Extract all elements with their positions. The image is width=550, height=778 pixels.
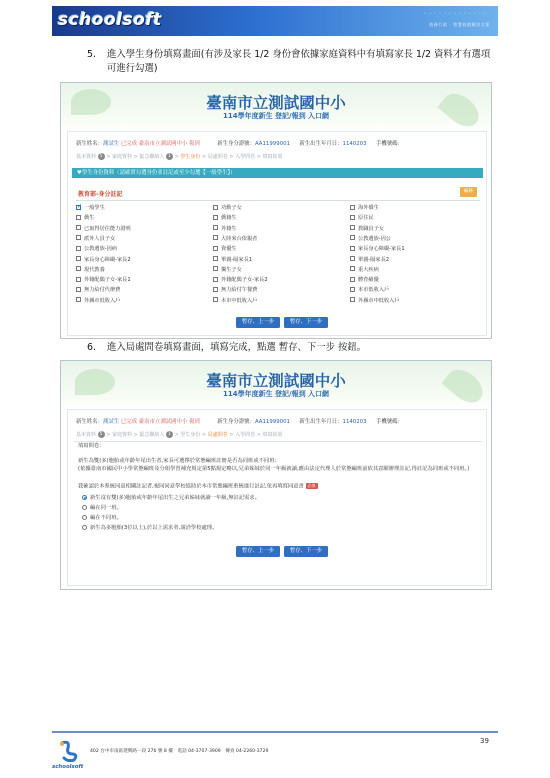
identity-checkbox[interactable] (350, 225, 384, 233)
checkbox-label: 無力給付午餐費 (221, 287, 258, 294)
checkbox-label: 僑生 (84, 215, 95, 222)
checkbox-label: 本市低收入戶 (358, 287, 390, 294)
checkbox-label: 外縣市低收入戶 (84, 297, 121, 304)
name-label: 新生姓名： (76, 419, 103, 425)
school-title: 臺南市立測試國中小 (206, 372, 346, 390)
consent-text: 我確認於本系統同意相關註記者,視同同意學校協助於本市常態編班系統進行註記,免再填寫同意書 (78, 483, 304, 490)
schoolsoft-logo: schoolsoft (58, 10, 162, 30)
checkbox-label: 原住民 (358, 215, 374, 222)
checkbox-unchecked[interactable] (350, 235, 355, 240)
breadcrumb-contact[interactable]: 緊急聯絡人 (139, 154, 165, 160)
checkbox-label: 單親-隔家長1 (221, 256, 253, 263)
breadcrumb-result[interactable]: 填寫結果 (262, 432, 283, 438)
identity-checkbox-grid (76, 204, 480, 309)
identity-checkbox[interactable] (76, 256, 131, 264)
id-value: AA11999001 (254, 419, 290, 425)
save-prev-button[interactable]: 暫存、上一步 (236, 317, 280, 328)
breadcrumb-basic[interactable]: 基本資料 (76, 432, 97, 438)
survey-question: 新生為雙(多)胞胎或年齡年尾出生者,家長可選擇於常態編班註冊是否為同班或不同班: (78, 458, 277, 464)
breadcrumb-bureau-survey[interactable]: 局處問卷 (207, 154, 228, 160)
checkbox-unchecked[interactable] (76, 297, 81, 302)
breadcrumb: 基本資料 5 > 家庭資料 > 緊急聯絡人 1 > 學生身份 > 局處問卷 > 入學問卷 > 填寫結果 (76, 432, 283, 438)
breadcrumb-admission-survey[interactable]: 入學問卷 (235, 154, 256, 160)
identity-checkbox[interactable] (76, 214, 94, 222)
name-label: 新生姓名： (76, 141, 103, 147)
dob-label: 新生出生年月日： (299, 419, 343, 425)
checkbox-label: 單親-隔家長2 (358, 256, 390, 263)
checkbox-unchecked[interactable] (350, 266, 355, 271)
identity-checkbox[interactable] (350, 256, 389, 264)
survey-regulation-note: (依據臺南市國民中小學常態編班及分組學習補充規定第5點規定略以,兄弟姊妹於同一年級就讀,應由法定代理人於常態編班前依其意願辦理註記,得註記為同班或不同班。) (78, 466, 470, 472)
checkbox-unchecked[interactable] (350, 287, 355, 292)
radio-option-different-class[interactable] (82, 514, 122, 522)
checkbox-unchecked[interactable] (76, 215, 81, 220)
identity-checkbox[interactable] (213, 214, 237, 222)
checkbox-label: 外籍配偶子女-家長2 (221, 277, 268, 284)
checkbox-label: 家長身心障礙-家長1 (358, 246, 405, 253)
identity-checkbox[interactable] (213, 286, 257, 294)
dob-label: 新生出生年月日： (299, 141, 343, 147)
subsection-title: 教育部-身分註記 (78, 191, 123, 198)
id-label: 新生身分證號： (217, 419, 255, 425)
identity-checkbox[interactable] (76, 245, 117, 253)
step-text: 進入學生身份填寫畫面(有涉及家長 1/2 身份會依據家庭資料中有填寫家長 1/2 資料才有選項可進行勾選) (107, 49, 491, 74)
radio-unselected[interactable] (82, 515, 87, 520)
identity-checkbox[interactable] (350, 245, 405, 253)
schoolsoft-footer-logo-icon (56, 740, 80, 762)
breadcrumb-family[interactable]: 家庭資料 (111, 432, 132, 438)
breadcrumb-bureau-survey[interactable]: 局處問卷 (207, 432, 228, 438)
breadcrumb-family[interactable]: 家庭資料 (111, 154, 132, 160)
checkbox-unchecked[interactable] (76, 277, 81, 282)
student-info-line (76, 139, 403, 147)
radio-option-same-class[interactable] (82, 504, 122, 512)
footer-address: 402 台中市南區建興路一段 276 號 8 樓 電話 04-3707-3909 傳真 04-2260-3729 (90, 749, 269, 754)
identity-checkbox[interactable] (213, 235, 257, 243)
status-text: 已完成 臺南市立測試國中小 報到 (120, 141, 200, 147)
checkbox-label: 外籍生 (221, 225, 237, 232)
checkbox-label: 派外人員子女 (84, 235, 116, 242)
breadcrumb-identity[interactable]: 學生身份 (180, 154, 201, 160)
save-next-button[interactable]: 暫存、下一步 (284, 546, 328, 557)
survey-title: 填寫問卷： (78, 443, 105, 449)
screenshot-bureau-survey (60, 360, 492, 590)
checkbox-label: 公教遺族-因公 (358, 235, 391, 242)
save-next-button[interactable]: 暫存、下一步 (284, 317, 328, 328)
survey-consent-note (78, 483, 480, 491)
radio-label: 新生沒有雙(多)胞胎或年齡年尾出生之兄弟姊妹就讀一年級,無註記需求。 (90, 495, 261, 501)
identity-checkbox[interactable] (213, 297, 257, 305)
checkbox-unchecked[interactable] (213, 225, 218, 230)
breadcrumb-admission-survey[interactable]: 入學問卷 (235, 432, 256, 438)
identity-checkbox[interactable] (76, 225, 131, 233)
identity-checkbox[interactable] (213, 256, 252, 264)
radio-label: 編在不同班。 (90, 515, 122, 521)
dob-value: 1140203 (342, 141, 367, 147)
identity-checkbox[interactable] (350, 214, 374, 222)
page-number: 39 (480, 737, 489, 745)
portal-subtitle: 114學年度新生 登記/報到 入口網 (222, 112, 330, 120)
checkbox-unchecked[interactable] (76, 266, 81, 271)
checkbox-unchecked[interactable] (350, 246, 355, 251)
radio-label: 新生為多胞胎(3位以上),於以上需求者,請洽學校處理。 (90, 525, 218, 531)
identity-checkbox[interactable] (350, 276, 379, 284)
breadcrumb: 基本資料 5 > 家庭資料 > 緊急聯絡人 1 > 學生身份 > 局處問卷 > 入學問卷 > 填寫結果 (76, 154, 283, 160)
checkbox-unchecked[interactable] (213, 297, 218, 302)
radio-option-no-need[interactable] (82, 494, 260, 502)
phone-label: 手機號碼： (375, 141, 403, 147)
checkbox-unchecked[interactable] (76, 256, 81, 261)
checkbox-label: 外籍配偶子女-家長1 (84, 277, 131, 284)
checkbox-label: 本市中低收入戶 (221, 297, 258, 304)
checkbox-unchecked[interactable] (76, 246, 81, 251)
checkbox-unchecked[interactable] (213, 205, 218, 210)
checkbox-unchecked[interactable] (213, 235, 218, 240)
identity-checkbox[interactable] (76, 276, 131, 284)
step-number: 6. (87, 342, 96, 353)
dob-value: 1140203 (342, 419, 367, 425)
banner-decoration: ◦◦◦◦◦◦◦◦◦◦◦◦◦ (423, 11, 488, 17)
student-name: 測試生 (102, 419, 120, 425)
hero-banner (61, 83, 491, 131)
header-banner (52, 6, 498, 36)
radio-unselected[interactable] (82, 525, 87, 530)
checkbox-unchecked[interactable] (213, 246, 218, 251)
checkbox-label: 外縣市中低收入戶 (358, 297, 400, 304)
count-badge: 5 (98, 153, 105, 160)
checkbox-unchecked[interactable] (213, 287, 218, 292)
checkbox-unchecked[interactable] (76, 235, 81, 240)
checkbox-label: 功勳子女 (221, 205, 242, 211)
checkbox-label: 現代教養 (84, 266, 105, 273)
save-prev-button[interactable]: 暫存、上一步 (236, 546, 280, 557)
divider (76, 200, 480, 201)
student-name: 測試生 (102, 141, 120, 147)
step-number: 5. (87, 49, 96, 60)
checkbox-unchecked[interactable] (213, 277, 218, 282)
radio-option-multiple-birth[interactable] (82, 524, 217, 532)
checkbox-label: 僑籍生 (221, 215, 237, 222)
id-value: AA11999001 (254, 141, 290, 147)
section-header: ♥學生身份資料（請確實勾選身份並註記或至少勾選【一般學生】） (72, 168, 483, 178)
form-panel (67, 131, 487, 336)
checkbox-label: 獨生子女 (221, 266, 242, 273)
status-text: 已完成 臺南市立測試國中小 報到 (120, 419, 200, 425)
checkbox-label: 一般學生 (84, 205, 105, 211)
identity-checkbox[interactable] (76, 204, 105, 212)
checkbox-unchecked[interactable] (213, 256, 218, 261)
banner-tagline: 校務行政 · 智慧校園解決方案 (429, 22, 490, 27)
divider (74, 441, 482, 442)
id-label: 新生身分證號： (217, 141, 255, 147)
checkbox-label: 體育績優 (358, 277, 379, 284)
count-badge: 5 (98, 431, 105, 438)
checkbox-label: 大陸來台依親者 (221, 235, 258, 242)
checkbox-unchecked[interactable] (213, 215, 218, 220)
footer-logo-text: schoolsoft (52, 764, 84, 770)
breadcrumb-contact[interactable]: 緊急聯絡人 (139, 432, 165, 438)
identity-checkbox[interactable] (76, 235, 115, 243)
checkbox-label: 公教遺族-因病 (84, 246, 117, 253)
form-panel (67, 409, 487, 586)
edit-button[interactable]: 編修 (460, 187, 477, 197)
count-badge: 1 (166, 431, 173, 438)
checkbox-label: 資優生 (221, 246, 237, 253)
identity-checkbox[interactable] (76, 266, 105, 274)
checkbox-unchecked[interactable] (350, 215, 355, 220)
screenshot-student-identity (60, 82, 492, 339)
radio-selected[interactable] (82, 495, 87, 500)
identity-checkbox[interactable] (350, 297, 400, 305)
checkbox-label: 家長身心障礙-家長2 (84, 256, 131, 263)
checkbox-unchecked[interactable] (350, 205, 355, 210)
checkbox-unchecked[interactable] (350, 277, 355, 282)
identity-checkbox[interactable] (213, 266, 242, 274)
identity-checkbox[interactable] (213, 204, 242, 212)
student-info-line (76, 417, 403, 425)
identity-checkbox[interactable] (350, 235, 391, 243)
checkbox-unchecked[interactable] (350, 256, 355, 261)
required-badge: 必填 (307, 483, 316, 488)
identity-checkbox[interactable] (76, 286, 120, 294)
breadcrumb-basic[interactable]: 基本資料 (76, 154, 97, 160)
identity-checkbox[interactable] (350, 204, 379, 212)
school-title: 臺南市立測試國中小 (206, 94, 346, 112)
identity-checkbox[interactable] (213, 245, 237, 253)
portal-subtitle: 114學年度新生 登記/報到 入口網 (222, 390, 330, 398)
identity-checkbox[interactable] (213, 225, 237, 233)
breadcrumb-identity[interactable]: 學生身份 (180, 432, 201, 438)
checkbox-label: 重大疾病 (358, 266, 379, 273)
identity-checkbox[interactable] (213, 276, 268, 284)
radio-unselected[interactable] (82, 505, 87, 510)
identity-checkbox[interactable] (350, 266, 379, 274)
checkbox-unchecked[interactable] (213, 266, 218, 271)
checkbox-unchecked[interactable] (76, 287, 81, 292)
identity-checkbox[interactable] (76, 297, 120, 305)
checkbox-unchecked[interactable] (350, 225, 355, 230)
breadcrumb-result[interactable]: 填寫結果 (262, 154, 283, 160)
count-badge: 1 (166, 153, 173, 160)
identity-checkbox[interactable] (350, 286, 389, 294)
phone-label: 手機號碼： (375, 419, 403, 425)
radio-label: 編在同一班。 (90, 505, 122, 511)
checkbox-checked[interactable] (76, 205, 81, 210)
checkbox-label: 無力給付代辦費 (84, 287, 121, 294)
checkbox-unchecked[interactable] (350, 297, 355, 302)
checkbox-label: 海外僑生 (358, 205, 379, 211)
hero-banner (61, 361, 491, 409)
footer-rule (52, 731, 498, 733)
checkbox-label: 已取得居住能力證明 (84, 225, 131, 232)
checkbox-unchecked[interactable] (76, 225, 81, 230)
checkbox-label: 教職員子女 (358, 225, 384, 232)
step-text: 進入局處問卷填寫畫面，填寫完成，點選 暫存、下一步 按鈕。 (107, 342, 367, 353)
